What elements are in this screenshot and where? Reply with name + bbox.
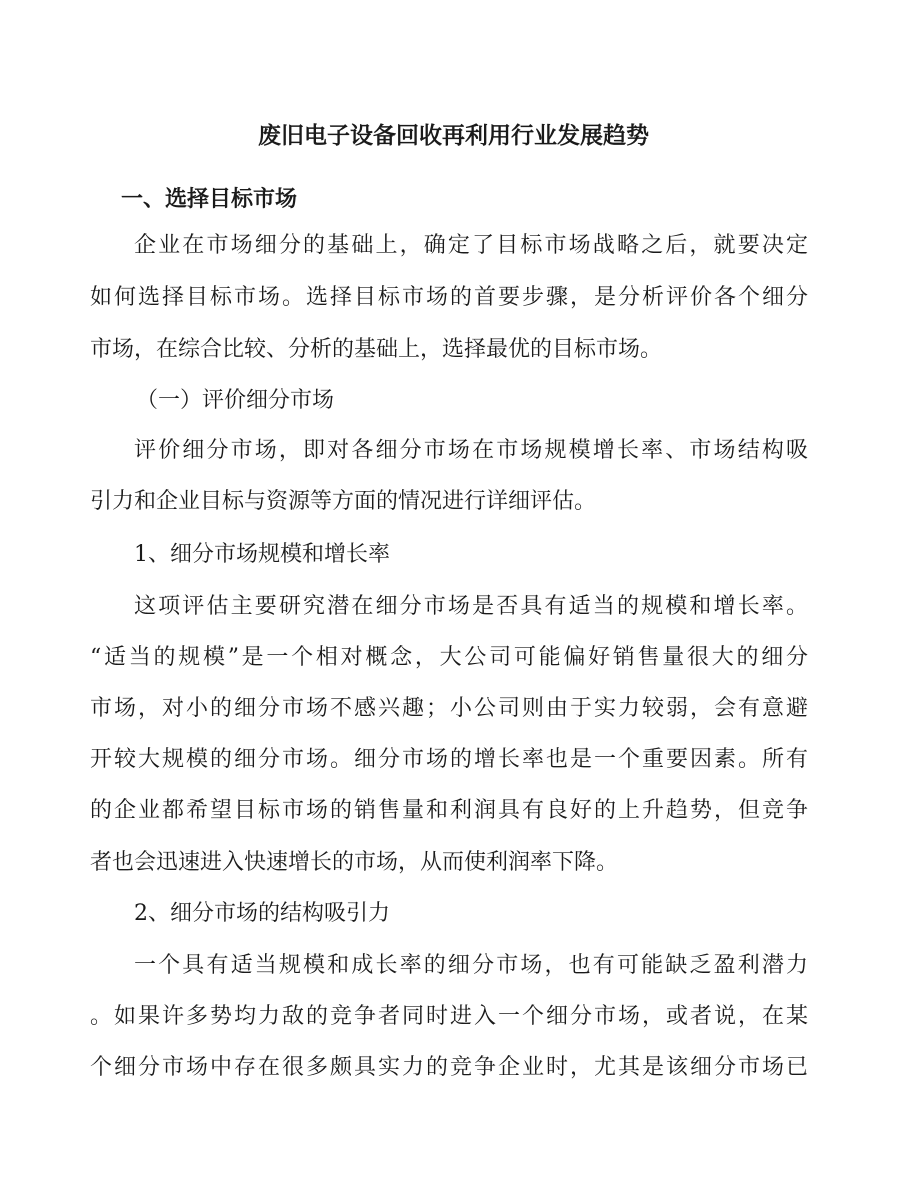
- paragraph-line: 引力和企业目标与资源等方面的情况进行详细评估。: [90, 489, 597, 514]
- paragraph-line: 评价细分市场，即对各细分市场在市场规模增长率、市场结构吸: [134, 438, 808, 463]
- paragraph-line: 市场，对小的细分市场不感兴趣；小公司则由于实力较弱，会有意避: [90, 696, 808, 721]
- paragraph-line: 如何选择目标市场。选择目标市场的首要步骤，是分析评价各个细分: [90, 285, 808, 310]
- paragraph-line: 一个具有适当规模和成长率的细分市场，也有可能缺乏盈利潜力: [134, 953, 808, 978]
- item-heading: 2、细分市场的结构吸引力: [134, 901, 390, 926]
- paragraph-line: “适当的规模”是一个相对概念，大公司可能偏好销售量很大的细分: [90, 645, 808, 670]
- paragraph-line: 企业在市场细分的基础上，确定了目标市场战略之后，就要决定: [134, 233, 808, 258]
- paragraph-line: 。如果许多势均力敌的竞争者同时进入一个细分市场，或者说，在某: [90, 1004, 808, 1029]
- paragraph-line: 个细分市场中存在很多颇具实力的竞争企业时，尤其是该细分市场已: [90, 1055, 808, 1080]
- paragraph-line: 这项评估主要研究潜在细分市场是否具有适当的规模和增长率。: [134, 594, 808, 619]
- paragraph-line: 的企业都希望目标市场的销售量和利润具有良好的上升趋势，但竞争: [90, 798, 808, 823]
- section-heading: 一、选择目标市场: [121, 186, 298, 212]
- item-heading: 1、细分市场规模和增长率: [134, 542, 390, 567]
- paragraph-line: 者也会迅速进入快速增长的市场，从而使利润率下降。: [90, 850, 619, 875]
- subsection-heading: （一）评价细分市场: [136, 388, 335, 413]
- document-title: 废旧电子设备回收再利用行业发展趋势: [258, 122, 649, 149]
- paragraph-line: 开较大规模的细分市场。细分市场的增长率也是一个重要因素。所有: [90, 747, 808, 772]
- paragraph-line: 市场，在综合比较、分析的基础上，选择最优的目标市场。: [90, 337, 663, 362]
